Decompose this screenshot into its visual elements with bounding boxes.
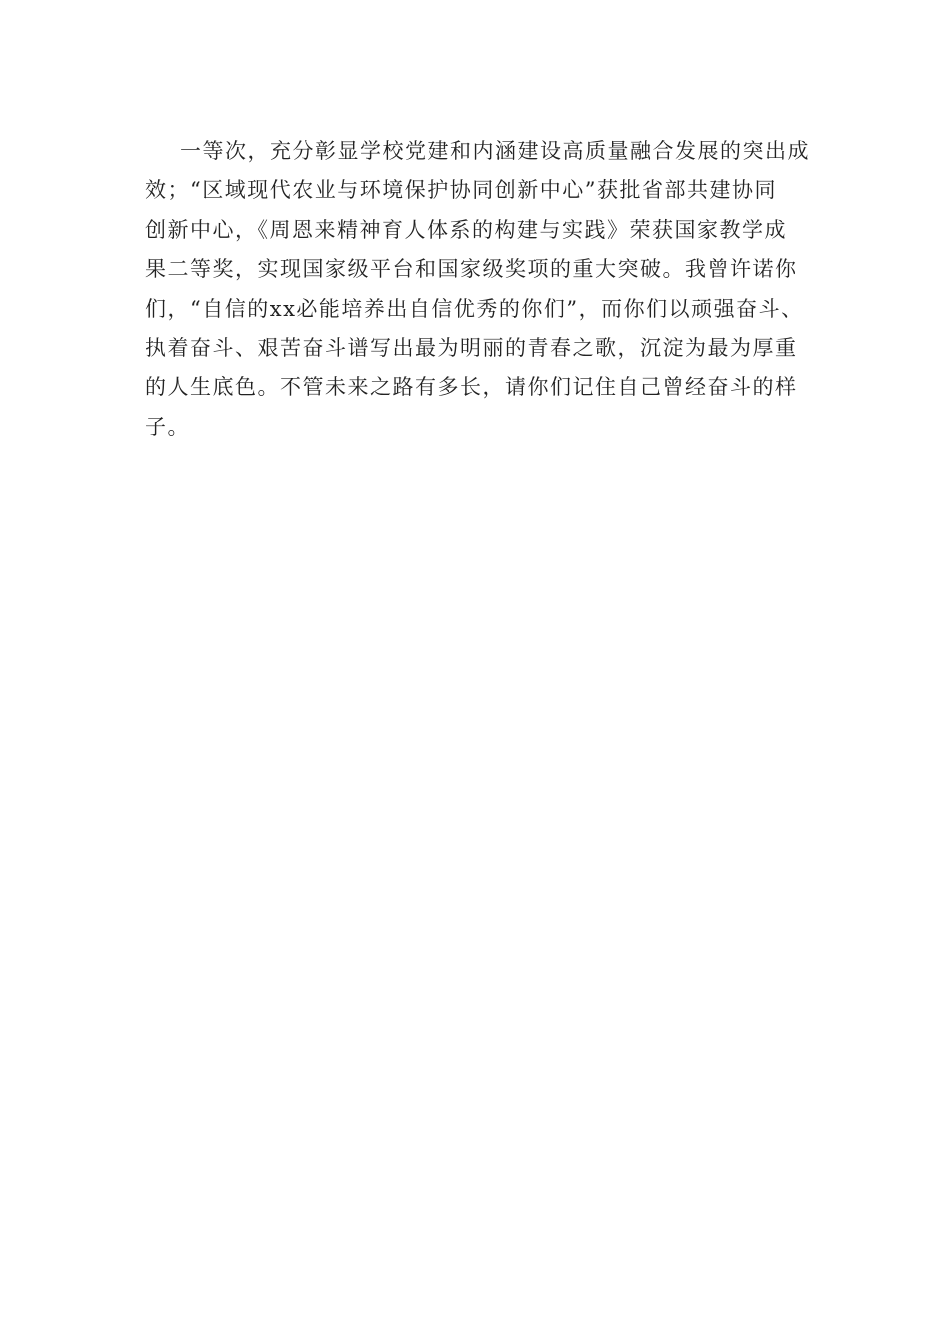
paragraph-line: 子。 xyxy=(145,414,190,439)
body-paragraph xyxy=(145,132,825,447)
paragraph-line: 创新中心，《周恩来精神育人体系的构建与实践》荣获国家教学成 xyxy=(145,217,787,242)
paragraph-line: 一等次，充分彰显学校党建和内涵建设高质量融合发展的突出成 xyxy=(180,139,810,163)
paragraph-line: 果二等奖，实现国家级平台和国家级奖项的重大突破。我曾许诺你 xyxy=(145,257,798,282)
paragraph-line: 的人生底色。不管未来之路有多长，请你们记住自己曾经奋斗的样 xyxy=(145,375,798,400)
paragraph-line: 效；“区域现代农业与环境保护协同创新中心”获批省部共建协同 xyxy=(145,178,777,203)
paragraph-line: 执着奋斗、艰苦奋斗谱写出最为明丽的青春之歌，沉淀为最为厚重 xyxy=(145,335,798,360)
paragraph-line: 们，“自信的xx必能培养出自信优秀的你们”，而你们以顽强奋斗、 xyxy=(145,296,804,321)
